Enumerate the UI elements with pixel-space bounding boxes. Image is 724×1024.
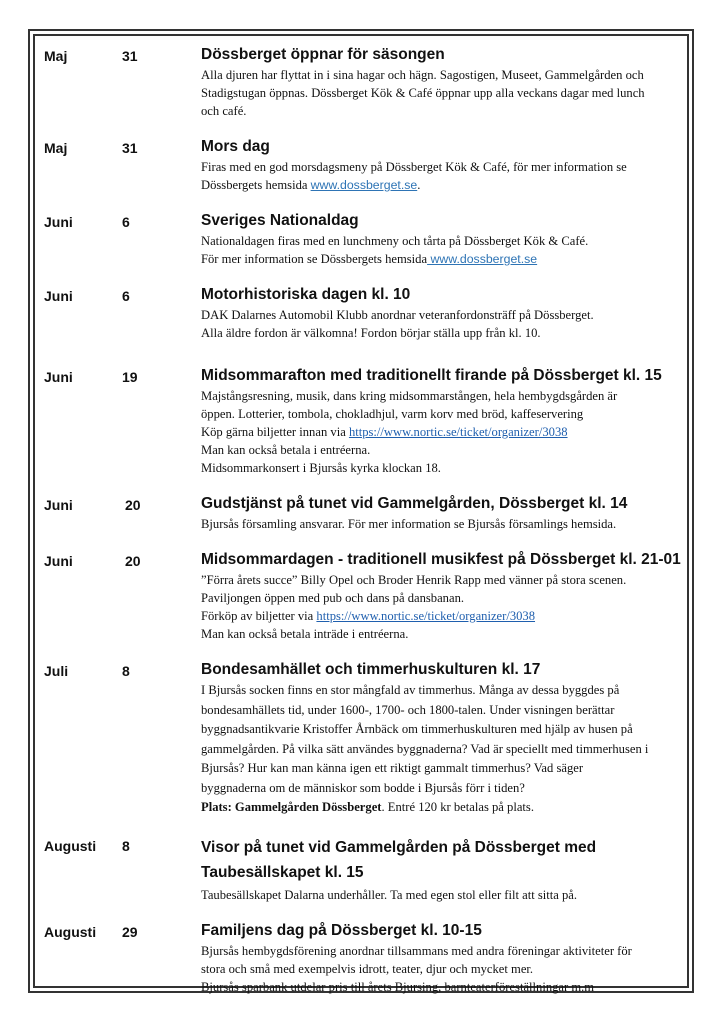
event-title: Familjens dag på Dössberget kl. 10-15	[201, 921, 482, 939]
event-content	[201, 366, 689, 477]
event-item	[0, 45, 724, 120]
place-label: Plats: Gammelgården Dössberget	[201, 800, 382, 814]
event-title: Midsommardagen - traditionell musikfest på Dössberget kl. 21-01	[201, 551, 681, 568]
event-description	[201, 571, 689, 643]
description-text: Dössbergets hemsida	[201, 178, 311, 192]
event-content	[201, 835, 689, 904]
event-description	[201, 306, 689, 342]
event-day: 8	[122, 837, 130, 854]
description-text: . Entré 120 kr betalas på plats.	[381, 800, 534, 814]
description-line	[201, 176, 689, 194]
description-line: stora och små med exempelvis idrott, teater, djur och mycket mer.	[201, 961, 534, 976]
description-line: gammelgården. På vilka sätt användes byggnaderna? Vad är speciellt med timmerhusen i	[201, 741, 649, 756]
event-day: 8	[122, 663, 130, 679]
event-description	[201, 681, 689, 818]
description-line: bondesamhällets tid, under 1600-, 1700- och 1800-talen. Under visningen berättar	[201, 702, 615, 717]
event-content	[201, 921, 689, 996]
event-day: 20	[125, 497, 141, 513]
event-day: 31	[122, 48, 138, 64]
description-line: Nationaldagen firas med en lunchmeny och tårta på Dössberget Kök & Café.	[201, 234, 589, 248]
description-line: I Bjursås socken finns en stor mångfald av timmerhus. Många av dessa byggdes på	[201, 683, 620, 697]
event-description	[201, 387, 689, 477]
description-line: Midsommarkonsert i Bjursås kyrka klockan 18.	[201, 461, 441, 475]
website-link[interactable]: www.dossberget.se	[310, 178, 418, 192]
event-content	[201, 211, 689, 268]
event-month: Juni	[44, 214, 73, 230]
event-item	[0, 921, 724, 996]
description-line: och café.	[201, 104, 247, 118]
event-description	[201, 232, 689, 268]
event-month: Juni	[44, 288, 73, 304]
ticket-link[interactable]: https://www.nortic.se/ticket/organizer/3038	[348, 425, 568, 439]
event-month: Maj	[44, 140, 68, 156]
description-line: Bjursås? Hur kan man känna igen ett riktigt gammalt timmerhus? Vad säger	[201, 761, 584, 775]
event-content	[201, 285, 689, 342]
event-description	[201, 942, 689, 996]
ticket-link[interactable]: https://www.nortic.se/ticket/organizer/3038	[316, 609, 536, 623]
event-description	[201, 158, 689, 194]
description-line: ”Förra årets succe” Billy Opel och Broder Henrik Rapp med vänner på stora scenen.	[201, 573, 627, 587]
event-month: Maj	[44, 48, 68, 64]
description-line	[201, 250, 689, 268]
event-month: Augusti	[44, 923, 97, 940]
website-link[interactable]: www.dossberget.se	[427, 252, 538, 266]
description-line: Taubesällskapet Dalarna underhåller. Ta med egen stol eller filt att sitta på.	[201, 887, 578, 902]
event-item	[0, 494, 724, 533]
description-line: Bjursås hembygdsförening anordnar tillsammans med andra föreningar aktiviteter för	[201, 943, 632, 958]
event-month: Juni	[44, 369, 73, 385]
description-line	[201, 423, 689, 441]
description-line: Bjursås församling ansvarar. För mer information se Bjursås församlings hemsida.	[201, 517, 617, 531]
event-list	[0, 45, 724, 996]
event-content	[201, 550, 689, 643]
event-month: Augusti	[44, 837, 97, 854]
event-item	[0, 366, 724, 477]
event-content	[201, 137, 689, 194]
title-line: Taubesällskapet kl. 15	[201, 863, 364, 881]
event-day: 6	[122, 288, 130, 304]
description-line: Stadigstugan öppnas. Dössberget Kök & Café öppnar upp alla veckans dagar med lunch	[201, 86, 645, 100]
event-description	[201, 66, 689, 120]
event-day: 6	[122, 214, 130, 230]
description-text: Köp gärna biljetter innan via	[201, 425, 349, 439]
event-content	[201, 494, 689, 533]
event-title: Dössberget öppnar för säsongen	[201, 46, 445, 63]
event-title: Bondesamhället och timmerhuskulturen kl. 17	[201, 661, 541, 678]
event-title: Sveriges Nationaldag	[201, 212, 359, 229]
description-line: Man kan också betala inträde i entréerna.	[201, 627, 409, 641]
event-title: Mors dag	[201, 138, 270, 155]
event-title	[201, 835, 689, 885]
description-line: byggnaderna om de människor som bodde i Bjursås förr i tiden?	[201, 780, 525, 795]
event-title: Midsommarafton med traditionellt firande på Dössberget kl. 15	[201, 367, 662, 384]
description-line: Alla djuren har flyttat in i sina hagar och hägn. Sagostigen, Museet, Gammelgården och	[201, 68, 644, 82]
event-content	[201, 45, 689, 120]
event-title: Gudstjänst på tunet vid Gammelgården, Dössberget kl. 14	[201, 495, 628, 512]
event-item	[0, 285, 724, 342]
event-description	[201, 515, 689, 533]
description-line: byggnadsantikvarie Kristoffer Årnbäck om timmerhuskulturen med hjälp av husen på	[201, 722, 633, 736]
event-day: 20	[125, 553, 141, 569]
description-line: öppen. Lotterier, tombola, chokladhjul, varm korv med bröd, kaffeservering	[201, 407, 584, 421]
description-line	[201, 607, 689, 625]
description-text: För mer information se Dössbergets hemsida	[201, 252, 428, 266]
event-item	[0, 211, 724, 268]
description-line: Man kan också betala i entréerna.	[201, 443, 371, 457]
description-line: Bjursås sparbank utdelar pris till årets Bjursing, barnteaterföreställningar m.m	[201, 979, 595, 994]
description-line: Firas med en god morsdagsmeny på Dössberget Kök & Café, för mer information se	[201, 160, 627, 174]
event-description	[201, 886, 689, 904]
event-day: 29	[122, 923, 138, 940]
description-line: Alla äldre fordon är välkomna! Fordon börjar ställa upp från kl. 10.	[201, 326, 541, 340]
event-item	[0, 835, 724, 904]
event-month: Juni	[44, 497, 73, 513]
event-day: 31	[122, 140, 138, 156]
event-item	[0, 660, 724, 818]
description-line: Majstångsresning, musik, dans kring midsommarstången, hela hembygdsgården är	[201, 389, 618, 403]
description-line	[201, 798, 689, 818]
event-item	[0, 550, 724, 643]
event-content	[201, 660, 689, 818]
event-item	[0, 137, 724, 194]
description-line: DAK Dalarnes Automobil Klubb anordnar veteranfordonsträff på Dössberget.	[201, 308, 594, 322]
description-line: Paviljongen öppen med pub och dans på dansbanan.	[201, 591, 465, 605]
description-text: Förköp av biljetter via	[201, 609, 317, 623]
event-month: Juli	[44, 663, 69, 679]
description-text: .	[417, 178, 421, 192]
event-title: Motorhistoriska dagen kl. 10	[201, 286, 411, 303]
event-month: Juni	[44, 553, 73, 569]
event-day: 19	[122, 369, 138, 385]
title-line: Visor på tunet vid Gammelgården på Dössberget med	[201, 838, 597, 856]
